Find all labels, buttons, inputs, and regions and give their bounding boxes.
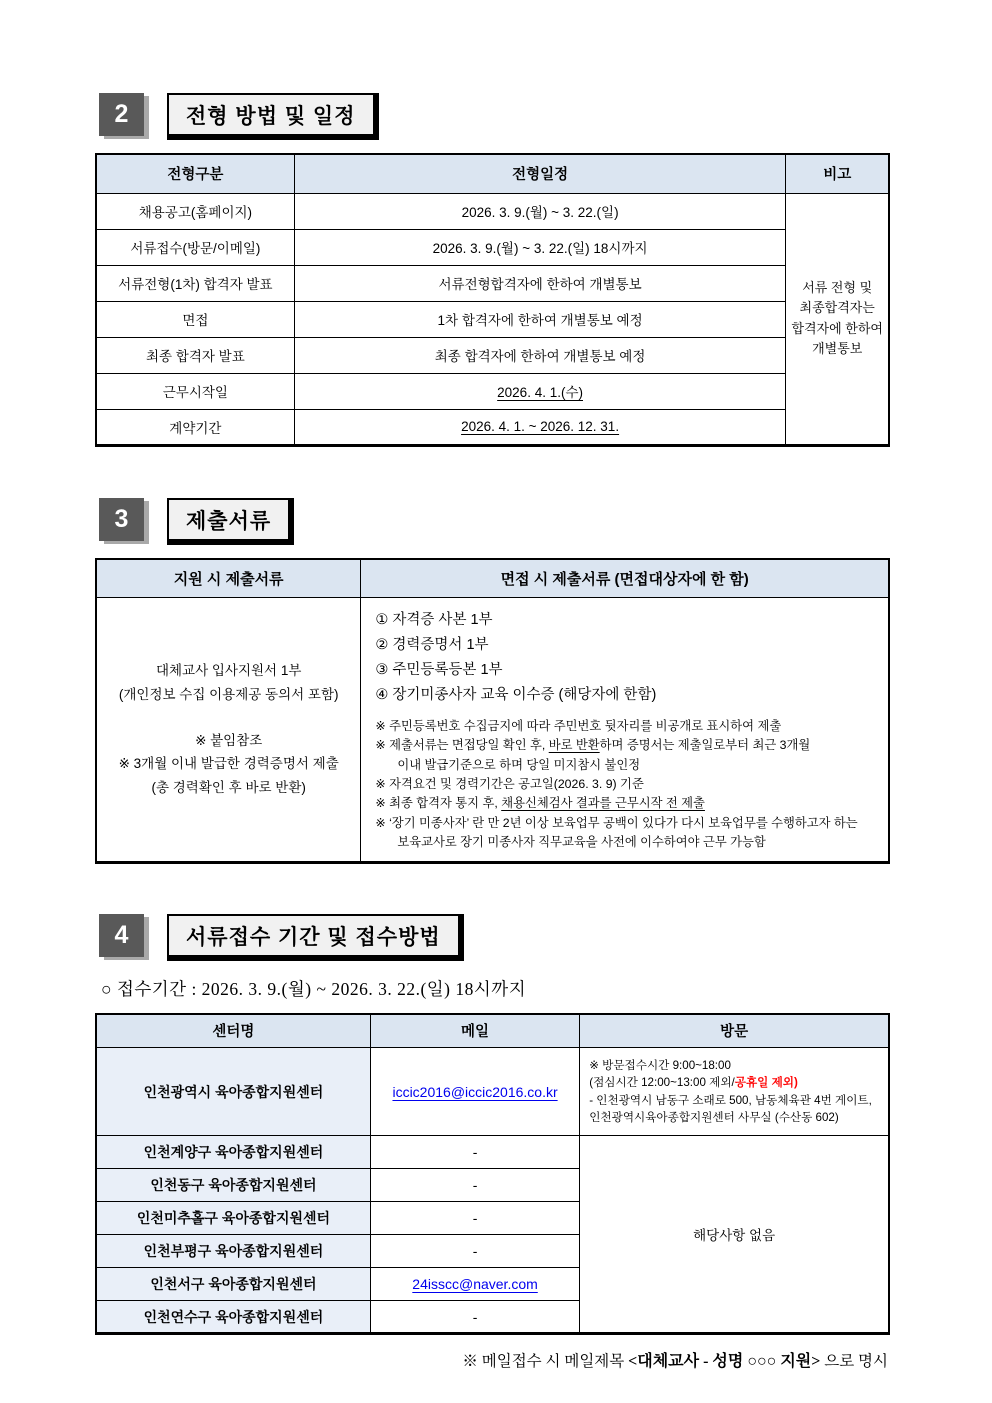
section-4-title: 서류접수 기간 및 접수방법 (167, 914, 464, 961)
table-row (96, 1048, 889, 1136)
interview-doc-item: ② 경력증명서 1부 (375, 636, 489, 653)
remark-cell (786, 193, 889, 445)
note-text: 으로 명시 (820, 1353, 888, 1371)
remark-line: 합격자에 한하여 (791, 320, 883, 336)
section-2-title: 전형 방법 및 일정 (167, 93, 379, 140)
row-label: 최종 합격자 발표 (96, 337, 294, 373)
apply-doc-note: ※ 3개월 이내 발급한 경력증명서 제출 (118, 756, 339, 772)
mail-cell: - (370, 1202, 579, 1235)
note-text: ※ 최종 합격자 통지 후, (375, 796, 502, 811)
note-line: 이내 발급기준으로 하며 당일 미지참시 불인정 (397, 757, 641, 772)
row-value: 서류전형합격자에 한하여 개별통보 (294, 265, 786, 301)
apply-docs-cell (96, 598, 361, 863)
row-value: 2026. 3. 9.(월) ~ 3. 22.(일) 18시까지 (294, 229, 786, 265)
note-line (375, 736, 876, 755)
column-header-apply-docs: 지원 시 제출서류 (96, 559, 361, 598)
table-row (96, 265, 889, 301)
section-selection-schedule (95, 93, 890, 447)
apply-doc-note: ※ 붙임참조 (195, 732, 263, 748)
note-line: ※ 주민등록번호 수집금지에 따라 주민번호 뒷자리를 비공개로 표시하여 제출 (375, 718, 782, 733)
note-line (375, 794, 876, 813)
interview-docs-cell (361, 598, 889, 863)
mail-cell (370, 1268, 579, 1301)
interview-doc-item: ④ 장기미종사자 교육 이수증 (해당자에 한함) (375, 686, 657, 703)
column-header-remark: 비고 (786, 154, 889, 193)
section-3-title: 제출서류 (167, 498, 294, 545)
interview-doc-item: ③ 주민등록등본 1부 (375, 661, 503, 678)
remark-line: 최종합격자는 (799, 300, 875, 316)
email-link[interactable]: iccic2016@iccic2016.co.kr (392, 1083, 558, 1100)
section-4-number-badge: 4 (99, 914, 144, 957)
note-line: ※ ‘장기 미종사자’ 란 만 2년 이상 보육업무 공백이 있다가 다시 보육업무를 수행하고자 하는 (375, 815, 858, 830)
center-name: 인천부평구 육아종합지원센터 (96, 1235, 370, 1268)
visit-address: - 인천광역시 남동구 소래로 500, 남동체육관 4번 게이트, (589, 1093, 872, 1107)
holiday-excluded-text: 공휴일 제외) (734, 1076, 798, 1090)
table-row (96, 409, 889, 445)
column-header-mail: 메일 (370, 1014, 579, 1048)
table-row (96, 229, 889, 265)
visit-hours: ※ 방문접수시간 9:00~18:00 (589, 1058, 731, 1072)
table-body-row (96, 598, 889, 863)
center-name: 인천연수구 육아종합지원센터 (96, 1301, 370, 1334)
row-label: 근무시작일 (96, 373, 294, 409)
note-text: 하며 증명서는 제출일로부터 최근 3개월 (599, 738, 811, 753)
row-value: 최종 합격자에 한하여 개별통보 예정 (294, 337, 786, 373)
application-period: ○ 접수기간 : 2026. 3. 9.(월) ~ 2026. 3. 22.(일) 18시까지 (101, 978, 527, 999)
section-2-number-badge: 2 (99, 93, 144, 136)
column-header-interview-docs: 면접 시 제출서류 (면접대상자에 한 함) (361, 559, 889, 598)
interview-docs-notes (375, 717, 876, 853)
visit-address: 인천광역시육아종합지원센터 사무실 (수산동 602) (589, 1111, 839, 1125)
email-link[interactable]: 24isscc@naver.com (412, 1276, 538, 1293)
visit-text: (점심시간 12:00~13:00 제외/ (589, 1076, 735, 1090)
row-label: 계약기간 (96, 409, 294, 445)
remark-line: 서류 전형 및 (802, 280, 873, 296)
apply-doc-line: 대체교사 입사지원서 1부 (155, 663, 302, 679)
table-row (96, 301, 889, 337)
selection-schedule-table (95, 153, 890, 447)
visit-not-applicable-cell: 해당사항 없음 (580, 1136, 889, 1334)
center-name: 인천서구 육아종합지원센터 (96, 1268, 370, 1301)
column-header-category: 전형구분 (96, 154, 294, 193)
row-label: 서류접수(방문/이메일) (96, 229, 294, 265)
row-label: 채용공고(홈페이지) (96, 193, 294, 229)
application-centers-table (95, 1013, 890, 1336)
row-value: 1차 합격자에 한하여 개별통보 예정 (294, 301, 786, 337)
submission-documents-table (95, 558, 890, 864)
work-start-date: 2026. 4. 1.(수) (497, 385, 583, 400)
table-header-row (96, 559, 889, 598)
note-text: ※ 제출서류는 면접당일 확인 후, (375, 738, 549, 753)
mail-cell: - (370, 1301, 579, 1334)
table-row (96, 373, 889, 409)
mail-cell: - (370, 1169, 579, 1202)
center-name: 인천계양구 육아종합지원센터 (96, 1136, 370, 1169)
apply-doc-note: (총 경력확인 후 바로 반환) (151, 779, 306, 795)
interview-doc-item: ① 자격증 사본 1부 (375, 612, 493, 628)
row-value (294, 373, 786, 409)
center-name: 인천동구 육아종합지원센터 (96, 1169, 370, 1202)
note-line: 보육교사로 장기 미종사자 직무교육을 사전에 이수하여야 근무 가능함 (397, 835, 766, 850)
table-header-row (96, 154, 889, 193)
table-row (96, 193, 889, 229)
table-row (96, 337, 889, 373)
table-row (96, 1136, 889, 1169)
column-header-center: 센터명 (96, 1014, 370, 1048)
row-value: 2026. 3. 9.(월) ~ 3. 22.(일) (294, 193, 786, 229)
visit-info-cell (580, 1048, 889, 1136)
mail-cell: - (370, 1136, 579, 1169)
table-header-row (96, 1014, 889, 1048)
row-value (294, 409, 786, 445)
section-submission-documents (95, 498, 890, 864)
contract-period: 2026. 4. 1. ~ 2026. 12. 31. (461, 419, 620, 434)
mail-cell (370, 1048, 579, 1136)
mail-subject-note (95, 1348, 890, 1371)
remark-line: 개별통보 (812, 340, 863, 356)
row-label: 서류전형(1차) 합격자 발표 (96, 265, 294, 301)
column-header-schedule: 전형일정 (294, 154, 786, 193)
section-3-number-badge: 3 (99, 498, 144, 541)
section-4-header (99, 914, 890, 961)
section-3-header (99, 498, 890, 545)
section-application-method (95, 914, 890, 1372)
apply-doc-line: (개인정보 수집 이용제공 동의서 포함) (118, 686, 339, 702)
center-name: 인천광역시 육아종합지원센터 (96, 1048, 370, 1136)
mail-subject-format: <대체교사 - 성명 ○○○ 지원> (628, 1353, 821, 1371)
note-underlined-text: 채용신체검사 결과를 근무시작 전 제출 (501, 796, 705, 811)
center-name: 인천미추홀구 육아종합지원센터 (96, 1202, 370, 1235)
note-text: ※ 메일접수 시 메일제목 (462, 1353, 629, 1371)
note-underlined-text: 바로 반환 (548, 738, 600, 753)
mail-cell: - (370, 1235, 579, 1268)
note-line: ※ 자격요건 및 경력기간은 공고일(2026. 3. 9) 기준 (375, 777, 644, 792)
section-2-header (99, 93, 890, 140)
visit-hours-exception (589, 1074, 882, 1091)
row-label: 면접 (96, 301, 294, 337)
column-header-visit: 방문 (580, 1014, 889, 1048)
